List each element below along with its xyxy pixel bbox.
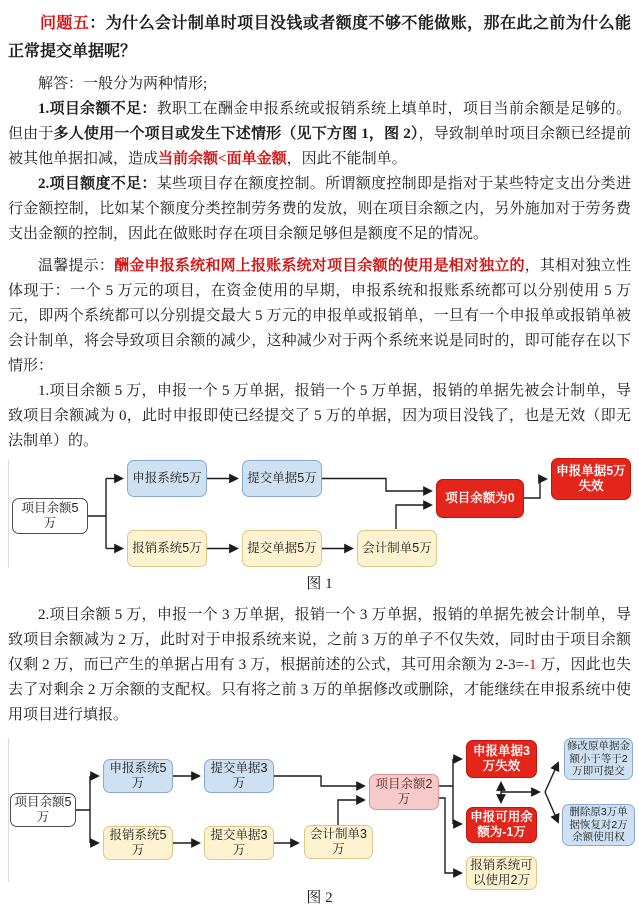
flow-node-declare-system-5w: 申报系统5万 <box>127 460 207 497</box>
para2-lead: 2.项目额度不足： <box>38 176 157 192</box>
flow-node-reimburse-system-5w: 报销系统5万 <box>103 826 173 860</box>
flow-node-accounting-voucher-5w: 会计制单5万 <box>357 530 437 567</box>
flow-node-declare-bill-3w-invalid: 申报单据3万失效 <box>466 740 537 778</box>
para1-bold-1: 多人使用一个项目或发生下述情形（见下方图 1，图 2） <box>53 126 419 142</box>
answer-intro: 解答：一般分为两种情形; <box>38 76 208 92</box>
flow-node-balance-2w: 项目余额2万 <box>369 774 439 810</box>
flow-node-submit-bill-3w-declare: 提交单据3万 <box>204 759 274 793</box>
page-title <box>8 10 631 66</box>
case2-red-value: -1 <box>524 657 537 673</box>
figure1-caption: 图 1 <box>306 576 333 592</box>
tip-lead: 温馨提示： <box>38 258 115 274</box>
flow-node-declare-system-5w: 申报系统5万 <box>103 759 173 793</box>
figure2-caption: 图 2 <box>306 890 333 906</box>
para1-lead: 1.项目余额不足： <box>38 101 157 117</box>
tip-paragraph <box>8 254 631 379</box>
paragraph-balance-insufficient <box>8 97 631 172</box>
flow-node-submit-bill-5w-declare: 提交单据5万 <box>242 460 322 497</box>
flow-node-modify-bill-under-2w: 修改原单据金额小于等于2万即可提交 <box>564 738 633 780</box>
flow-node-declare-bill-invalid: 申报单据5万失效 <box>551 458 631 500</box>
flow-node-balance-zero: 项目余额为0 <box>436 479 524 518</box>
flow-node-project-balance-5w: 项目余额5万 <box>10 793 76 827</box>
question-text: ：为什么会计制单时项目没钱或者额度不够不能做账，那在此之前为什么能正常提交单据呢？ <box>8 15 631 60</box>
para2-text-1: 某些项目存在额度控制。所谓额度控制即是指对于某些特定支出分类进行金额控制，比如某个额度分类控制劳务费的发放，则在项目余额之内，另外施加对于劳务费支出金额的控制，因此在做账时存在项目余额足够但是额度不足的情况。 <box>8 176 631 242</box>
tip-text-1: ，其相对独立性体现于：一个 5 万元的项目，在资金使用的早期，申报系统和报账系统都可以分别使用 5 万元，即两个系统都可以分别提交最大 5 万元的申报单或报销单，一旦有一个申报单或报销单被会计制单，将会导致项目余额的减少，这种减少对于两个系统来说是同时的，即可能存在以下情形： <box>8 258 631 374</box>
para1-red-highlight: 当前余额<面单金额 <box>158 151 287 167</box>
case1-paragraph: 1.项目余额 5 万，申报一个 5 万单据，报销一个 5 万单据，报销的单据先被会计制单，导致项目余额减为 0，此时申报即使已经提交了 5 万的单据，因为项目没钱了，也是无效（即无法制单）的。 <box>8 383 631 449</box>
flow-node-submit-bill-3w-reimburse: 提交单据3万 <box>204 826 274 860</box>
question-number: 问题五 <box>40 15 90 32</box>
flow-node-available-balance-negative-1w: 申报可用余额为-1万 <box>466 807 537 843</box>
para1-text-2: ，导致制单时项目余额已经提前被其他单据扣减，造成 <box>8 126 631 167</box>
flow-node-accounting-voucher-3w: 会计制单3万 <box>304 825 373 859</box>
case2-text-2: 万，因此也失去了对剩余 2 万余额的支配权。只有将之前 3 万的单据修改或删除，才能继续在申报系统中使用项目进行填报。 <box>8 657 631 723</box>
flow-node-project-balance-5w: 项目余额5万 <box>12 498 88 534</box>
flow-node-reimburse-can-use-2w: 报销系统可以使用2万 <box>466 856 537 890</box>
para1-text-3: ，因此不能制单。 <box>286 151 407 167</box>
paragraph-quota-insufficient <box>8 172 631 247</box>
para1-text-1: 教职工在酬金申报系统或报销系统上填单时，项目当前余额是足够的。但由于 <box>8 101 631 142</box>
figure2-flowchart <box>8 732 631 886</box>
flow-node-submit-bill-5w-reimburse: 提交单据5万 <box>242 530 322 567</box>
figure2-arrows <box>8 732 631 886</box>
case2-text-1: 2.项目余额 5 万，申报一个 3 万单据，报销一个 3 万单据，报销的单据先被会计制单，导致项目余额减为 2 万，此时对于申报系统来说，之前 3 万的单子不仅失效，同时由于项目余额仅剩 2 万，而已产生的单据占用有 3 万，根据前述的公式，其可用余额为 2-3= <box>8 607 631 673</box>
flow-node-reimburse-system-5w: 报销系统5万 <box>127 530 207 567</box>
figure1-flowchart <box>8 458 631 572</box>
flow-node-delete-bill-restore-2w: 删除原3万单据恢复对2万余额使用权 <box>562 804 635 846</box>
case2-paragraph <box>8 603 631 728</box>
tip-red-highlight: 酬金申报系统和网上报账系统对项目余额的使用是相对独立的 <box>114 258 525 274</box>
